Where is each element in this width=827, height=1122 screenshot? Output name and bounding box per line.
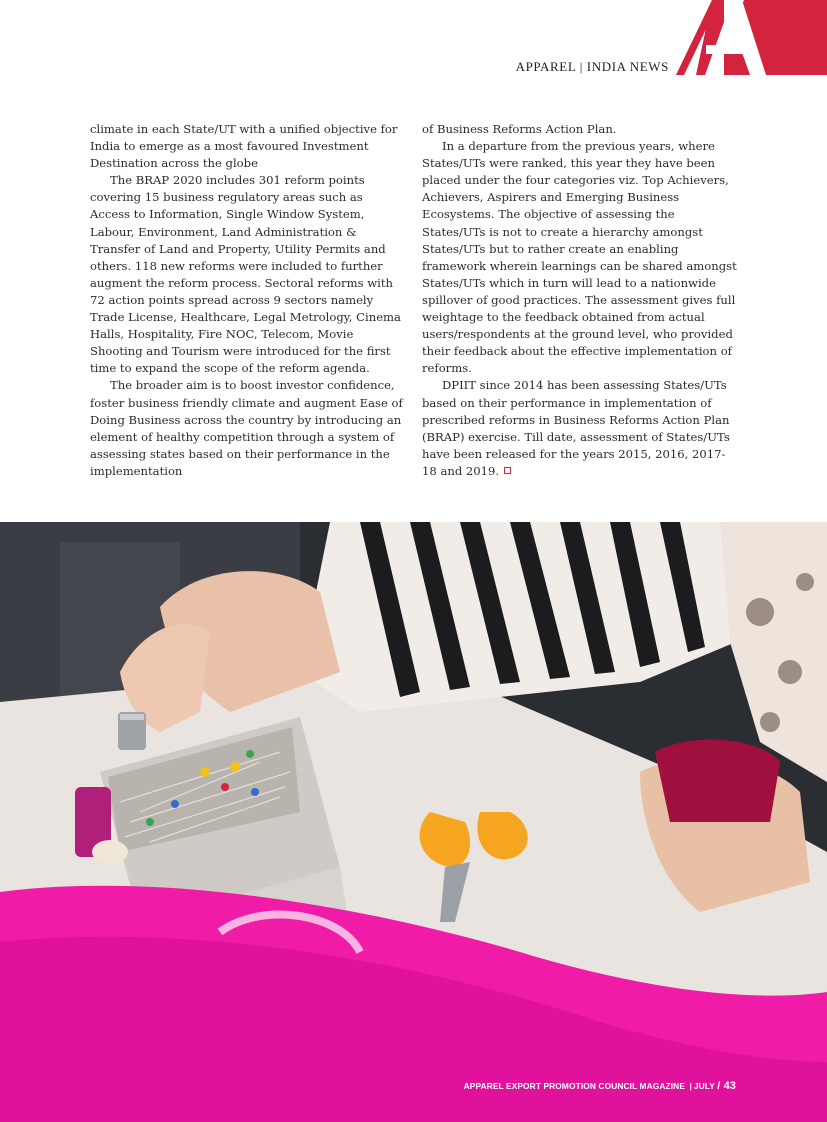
article-column-left — [90, 121, 406, 480]
paragraph: In a departure from the previous years, where States/UTs were ranked, this year they have been placed under the four categories viz. Top Achievers, Achievers, Aspirers and Emerging Business Ecosystems. The objective of assessing the States/UTs is not to create a hierarchy amongst States/UTs but to rather create an enabling framework wherein learnings can be shared amongst States/UTs which in turn will lead to a nationwide spillover of good practices. The assessment gives full weightage to the feedback obtained from actual users/respondents at the ground level, who provided their feedback about the effective implementation of reforms. — [422, 139, 737, 376]
paragraph-text: DPIIT since 2014 has been assessing States/UTs based on their performance in implementation of prescribed reforms in Business Reforms Action Plan (BRAP) exercise. Till date, assessment of States/UTs have been released for the years 2015, 2016, 2017-18 and 2019. — [422, 378, 730, 478]
end-of-article-icon — [504, 467, 511, 474]
magazine-logo — [676, 0, 827, 75]
paragraph: climate in each State/UT with a unified objective for India to emerge as a most favoured Investment Destination across the globe — [90, 122, 398, 171]
section-label: APPAREL | INDIA NEWS — [515, 59, 669, 74]
footer-page-separator: / — [717, 1080, 721, 1092]
article-column-right — [422, 121, 738, 480]
footer-separator: | — [689, 1081, 692, 1091]
paragraph: The BRAP 2020 includes 301 reform points covering 15 business regulatory areas such as Access to Information, Single Window System, Labour, Environment, Land Administration & Transfer of Land and Property, Utility Permits and others. 118 new reforms were included to further augment the reform process. Sectoral reforms with 72 action points spread across 9 sectors namely Trade License, Healthcare, Legal Metrology, Cinema Halls, Hospitality, Fire NOC, Telecom, Movie Shooting and Tourism were introduced for the first time to expand the scope of the reform agenda. — [90, 173, 401, 376]
sewing-photo — [0, 522, 827, 1122]
footer-month: JULY — [693, 1081, 715, 1091]
paragraph: The broader aim is to boost investor confidence, foster business friendly climate and augment Ease of Doing Business across the country by introducing an element of healthy competition through a system of assessing states based on their performance in the implementation — [90, 378, 403, 478]
page-number: 43 — [723, 1080, 736, 1092]
footer-magazine-name: APPAREL EXPORT PROMOTION COUNCIL MAGAZINE — [463, 1081, 686, 1091]
paragraph — [422, 377, 738, 480]
paragraph: of Business Reforms Action Plan. — [422, 122, 617, 136]
page-footer — [464, 1080, 736, 1092]
